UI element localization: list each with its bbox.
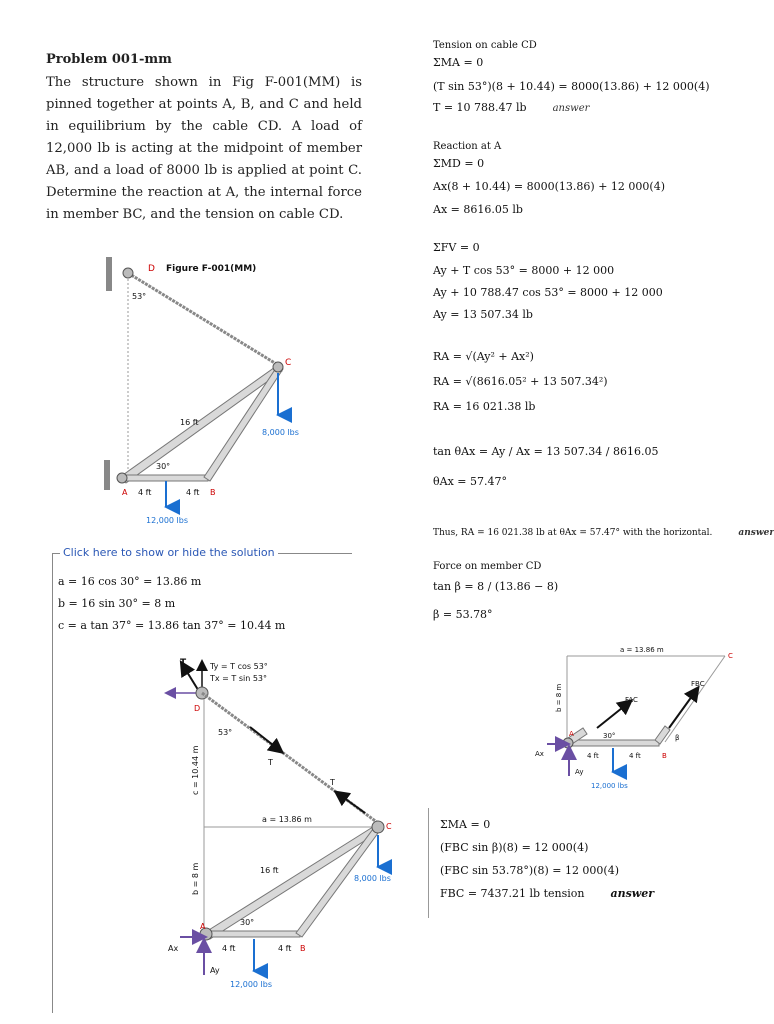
reaction-eq10: RA = 16 021.38 lb <box>433 400 536 413</box>
member-bc <box>204 365 283 481</box>
tension-heading: Tension on cable CD <box>433 40 537 51</box>
reaction-eq9: RA = √(8616.05² + 13 507.34²) <box>433 375 608 388</box>
t-c-arrow <box>340 795 365 813</box>
member-ab <box>120 475 208 481</box>
dim-c: c = 10.44 m <box>191 745 200 795</box>
dim3-b: b = 8 m <box>555 683 563 712</box>
length-16ft-2: 16 ft <box>260 866 279 875</box>
problem-title: Problem 001-mm <box>46 52 172 67</box>
label-a: A <box>122 488 128 497</box>
member-ab2 <box>204 931 300 937</box>
label-fac: FAC <box>625 696 638 704</box>
reaction-eq6: Ay + 10 788.47 cos 53° = 8000 + 12 000 <box>433 286 663 299</box>
bc-eq3: (FBC sin 53.78°)(8) = 12 000(4) <box>440 864 620 877</box>
tension-eq2: (T sin 53°)(8 + 10.44) = 8000(13.86) + 12 000(4) <box>433 80 710 93</box>
bc-eq2: (FBC sin β)(8) = 12 000(4) <box>440 841 589 854</box>
problem-statement: The structure shown in Fig F-001(MM) is pinned together at points A, B, and C and held in equilibrium by the cable CD. A load of 12,000 lb is acting at the midpoint of member AB, and a load of 8000 lb is applied at point C. Determine the reaction at A, the internal force in member BC, and the tension on cable CD. <box>46 75 362 222</box>
bc-eq4-row <box>440 887 654 900</box>
bc-result: FBC = 7437.21 lb tension <box>440 887 585 900</box>
force-cd-eq2: β = 53.78° <box>433 608 493 621</box>
solution-border <box>52 553 53 1013</box>
angle-30: 30° <box>156 462 171 471</box>
angle-53-2: 53° <box>218 728 233 737</box>
thus-line <box>433 528 774 538</box>
member-ab3 <box>567 740 659 746</box>
tension-eq3 <box>433 101 589 114</box>
figure-title: Figure F-001(MM) <box>166 264 257 274</box>
label-tx: Tx = T sin 53° <box>210 674 268 683</box>
member-ac <box>120 365 282 483</box>
figure-member-bc <box>525 642 740 802</box>
member-bc3-stub <box>655 726 670 744</box>
fac-arrow <box>597 704 627 728</box>
dim-b: b = 8 m <box>191 862 200 895</box>
reaction-eq4: ΣFV = 0 <box>433 241 480 254</box>
geometry-b: b = 16 sin 30° = 8 m <box>58 597 176 610</box>
label-a3: A <box>569 730 574 738</box>
length-4ft-b3: 4 ft <box>629 752 641 760</box>
length-4ft-b2: 4 ft <box>278 944 292 953</box>
force-cd-eq1: tan β = 8 / (13.86 − 8) <box>433 580 559 593</box>
label-ay3: Ay <box>575 768 584 776</box>
label-ty: Ty = T cos 53° <box>210 662 268 671</box>
wall-bottom <box>104 460 110 490</box>
reaction-eq1: ΣMD = 0 <box>433 157 485 170</box>
reaction-eq11: tan θAx = Ay / Ax = 13 507.34 / 8616.05 <box>433 445 659 458</box>
label-ay: Ay <box>210 966 220 975</box>
t-mid-arrow <box>250 727 278 749</box>
pin-d <box>123 268 133 278</box>
result-border <box>428 808 429 918</box>
reaction-heading: Reaction at A <box>433 141 502 152</box>
label-ax3: Ax <box>535 750 544 758</box>
label-t-mid: T <box>268 758 273 767</box>
angle-53: 53° <box>132 292 147 301</box>
fbc-arrow <box>669 692 695 728</box>
pin-a3 <box>563 738 573 748</box>
figure-fbd <box>150 655 400 995</box>
pin-c <box>273 362 283 372</box>
load-c-label: 8,000 lbs <box>262 428 299 437</box>
reaction-eq8: RA = √(Ay² + Ax²) <box>433 350 534 363</box>
wall-top <box>106 257 112 291</box>
reaction-eq7: Ay = 13 507.34 lb <box>433 308 533 321</box>
reaction-eq3: Ax = 8616.05 lb <box>433 203 523 216</box>
load-mid2-label: 12,000 lbs <box>230 980 273 989</box>
geometry-c: c = a tan 37° = 13.86 tan 37° = 10.44 m <box>58 619 286 632</box>
tension-eq1: ΣMA = 0 <box>433 56 484 69</box>
thus-text: Thus, RA = 16 021.38 lb at θAx = 57.47° with the horizontal. <box>433 528 713 538</box>
reaction-eq5: Ay + T cos 53° = 8000 + 12 000 <box>433 264 615 277</box>
load-mid-label: 12,000 lbs <box>146 516 189 525</box>
dim3-diag <box>665 656 725 742</box>
length-4ft-a: 4 ft <box>138 488 152 497</box>
label-b3: B <box>662 752 667 760</box>
bc-answer: answer <box>610 887 655 900</box>
length-4ft-a2: 4 ft <box>222 944 236 953</box>
label-t-c: T <box>330 778 335 787</box>
angle-30-3: 30° <box>603 732 616 740</box>
load-mid3-label: 12,000 lbs <box>591 782 628 790</box>
dim3-a: a = 13.86 m <box>620 646 664 654</box>
dim-a: a = 13.86 m <box>262 815 312 824</box>
label-b2: B <box>300 944 306 953</box>
pin-c2 <box>372 821 384 833</box>
thus-answer: answer <box>738 528 774 538</box>
length-4ft-b: 4 ft <box>186 488 200 497</box>
label-c3: C <box>728 652 733 660</box>
solution-toggle[interactable] <box>52 546 352 559</box>
label-d: D <box>148 264 155 274</box>
label-ax: Ax <box>168 944 179 953</box>
label-t: T <box>180 658 187 668</box>
label-c: C <box>285 358 292 368</box>
pin-a <box>117 473 127 483</box>
angle-30-2: 30° <box>240 918 255 927</box>
reaction-eq12: θAx = 57.47° <box>433 475 507 488</box>
length-16ft: 16 ft <box>180 418 199 427</box>
geometry-a: a = 16 cos 30° = 13.86 m <box>58 575 202 588</box>
length-4ft-a3: 4 ft <box>587 752 599 760</box>
tension-result: T = 10 788.47 lb <box>433 101 527 114</box>
bc-eq1: ΣMA = 0 <box>440 818 491 831</box>
tension-answer-note: answer <box>552 103 590 114</box>
angle-beta: β <box>675 734 680 742</box>
force-cd-heading: Force on member CD <box>433 561 542 572</box>
label-c2: C <box>386 822 392 831</box>
label-d2: D <box>194 704 201 713</box>
cable-cd <box>128 273 278 365</box>
label-a2: A <box>200 922 206 931</box>
label-b: B <box>210 488 216 497</box>
label-fbc: FBC <box>691 680 705 688</box>
toggle-link[interactable]: Click here to show or hide the solution <box>60 546 278 559</box>
reaction-eq2: Ax(8 + 10.44) = 8000(13.86) + 12 000(4) <box>433 180 665 193</box>
load-c2-label: 8,000 lbs <box>354 874 391 883</box>
figure-f001 <box>90 255 300 530</box>
